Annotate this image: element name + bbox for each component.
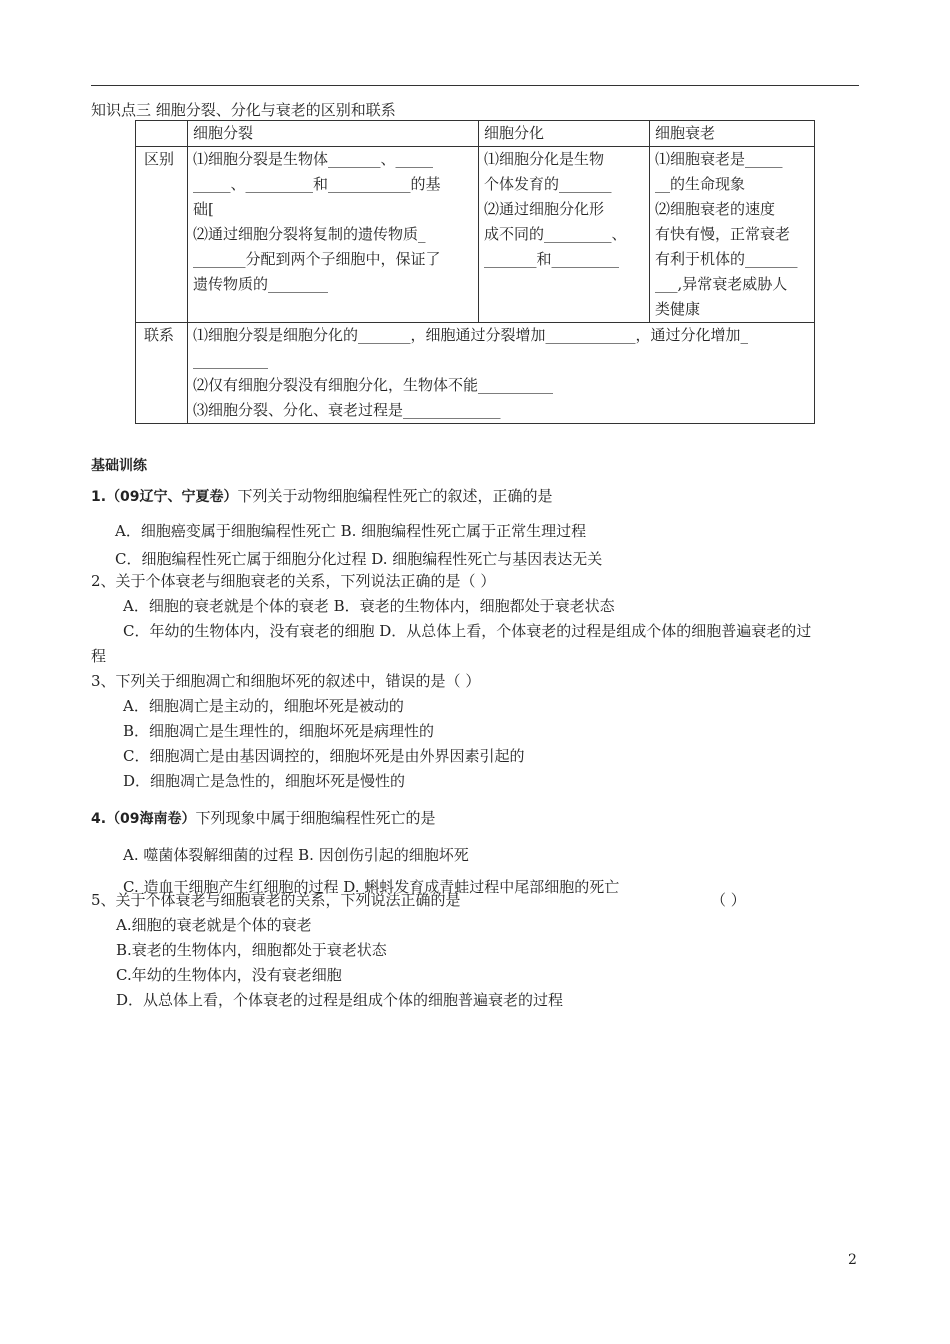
question-option: B．细胞凋亡是生理性的，细胞坏死是病理性的 (123, 722, 435, 740)
answer-bracket: （ ） (711, 891, 746, 909)
cell-line: 有利于机体的_______ (655, 250, 798, 268)
table-row-connection (136, 323, 815, 424)
cell-division-difference (188, 147, 479, 323)
question-number: 1. (91, 489, 107, 505)
cell-line: 个体发育的_______ (484, 175, 612, 193)
question-option: C. 造血干细胞产生红细胞的过程 D. 蝌蚪发育成青蛙过程中尾部细胞的死亡 (123, 878, 620, 896)
question-source: （09海南卷） (106, 811, 196, 827)
question-stem (91, 806, 871, 832)
question-option: A．细胞凋亡是主动的，细胞坏死是被动的 (123, 697, 404, 715)
cell-line: ⑶细胞分裂、分化、衰老过程是_____________ (193, 401, 501, 419)
cell-line: ⑵仅有细胞分裂没有细胞分化，生物体不能__________ (193, 376, 554, 394)
cell-line: ⑵细胞衰老的速度 (655, 200, 776, 218)
row-label-difference: 区别 (136, 147, 188, 323)
question-stem (91, 484, 871, 510)
cell-line: __的生命现象 (655, 175, 746, 193)
cell-line: _______分配到两个子细胞中，保证了 (193, 250, 441, 268)
comparison-table (135, 120, 815, 424)
cell-line: ⑵通过细胞分化形 (484, 200, 605, 218)
question-option: D．从总体上看，个体衰老的过程是组成个体的细胞普遍衰老的过程 (116, 991, 564, 1009)
question-2 (91, 569, 871, 669)
cell-line: 成不同的_________、 (484, 225, 627, 243)
question-number: 4. (91, 811, 107, 827)
basic-training-heading: 基础训练 (91, 458, 147, 474)
header-cell-differentiation: 细胞分化 (479, 121, 650, 147)
cell-line: 础[ (193, 200, 214, 218)
question-option: A.细胞的衰老就是个体的衰老 (116, 916, 312, 934)
question-option: B.衰老的生物体内，细胞都处于衰老状态 (116, 941, 387, 959)
cell-line: ⑴细胞分裂是细胞分化的_______，细胞通过分裂增加____________，通过分化增加_ (193, 326, 749, 344)
cell-connection (188, 323, 815, 424)
cell-line: __________ (193, 351, 268, 369)
question-text: 下列关于动物细胞编程性死亡的叙述，正确的是 (237, 487, 553, 505)
header-cell-division: 细胞分裂 (188, 121, 479, 147)
question-option: A. 噬菌体裂解细菌的过程 B. 因创伤引起的细胞坏死 (123, 846, 469, 864)
cell-differentiation-difference (479, 147, 650, 323)
question-stem (91, 888, 871, 913)
question-option: C．年幼的生物体内，没有衰老的细胞 D．从总体上看，个体衰老的过程是组成个体的细胞普遍衰老的过 (123, 622, 812, 640)
question-options (91, 594, 871, 669)
page-number: 2 (848, 1252, 857, 1268)
question-options (91, 694, 871, 794)
question-option: D．细胞凋亡是急性的，细胞坏死是慢性的 (123, 772, 406, 790)
question-source: （09辽宁、宁夏卷） (106, 489, 238, 505)
question-option: C．细胞编程性死亡属于细胞分化过程 D. 细胞编程性死亡与基因表达无关 (115, 550, 603, 568)
cell-line: ⑴细胞分裂是生物体_______、_____ (193, 150, 434, 168)
cell-line: ___,异常衰老威胁人 (655, 275, 788, 293)
question-text: 5、关于个体衰老与细胞衰老的关系，下列说法正确的是 (91, 891, 461, 909)
cell-line: ⑵通过细胞分裂将复制的遗传物质_ (193, 225, 426, 243)
question-option: A．细胞的衰老就是个体的衰老 B．衰老的生物体内，细胞都处于衰老状态 (123, 597, 615, 615)
cell-line: 遗传物质的________ (193, 275, 329, 293)
question-options (91, 913, 871, 1013)
cell-line: _____、_________和___________的基 (193, 175, 441, 193)
cell-line: ⑴细胞衰老是_____ (655, 150, 783, 168)
question-5 (91, 888, 871, 1013)
question-1 (91, 484, 871, 573)
row-label-connection: 联系 (136, 323, 188, 424)
header-rule (91, 85, 859, 86)
table-corner-cell (136, 121, 188, 147)
cell-aging-difference (650, 147, 815, 323)
question-stem: 3、下列关于细胞凋亡和细胞坏死的叙述中，错误的是（ ） (91, 672, 481, 690)
question-option: C.年幼的生物体内，没有衰老细胞 (116, 966, 342, 984)
question-text: 下列现象中属于细胞编程性死亡的是 (195, 809, 436, 827)
cell-line: 类健康 (655, 300, 701, 318)
question-option: A．细胞癌变属于细胞编程性死亡 B. 细胞编程性死亡属于正常生理过程 (115, 522, 587, 540)
question-stem: 2、关于个体衰老与细胞衰老的关系，下列说法正确的是（ ） (91, 572, 496, 590)
question-option: 程 (91, 647, 107, 665)
section-title: 知识点三 细胞分裂、分化与衰老的区别和联系 (91, 101, 396, 119)
question-option: C．细胞凋亡是由基因调控的，细胞坏死是由外界因素引起的 (123, 747, 525, 765)
header-cell-aging: 细胞衰老 (650, 121, 815, 147)
table-row-difference (136, 147, 815, 323)
cell-line: _______和_________ (484, 250, 620, 268)
cell-line: ⑴细胞分化是生物 (484, 150, 605, 168)
question-3 (91, 669, 871, 794)
cell-line: 有快有慢，正常衰老 (655, 225, 791, 243)
table-header-row (136, 121, 815, 147)
